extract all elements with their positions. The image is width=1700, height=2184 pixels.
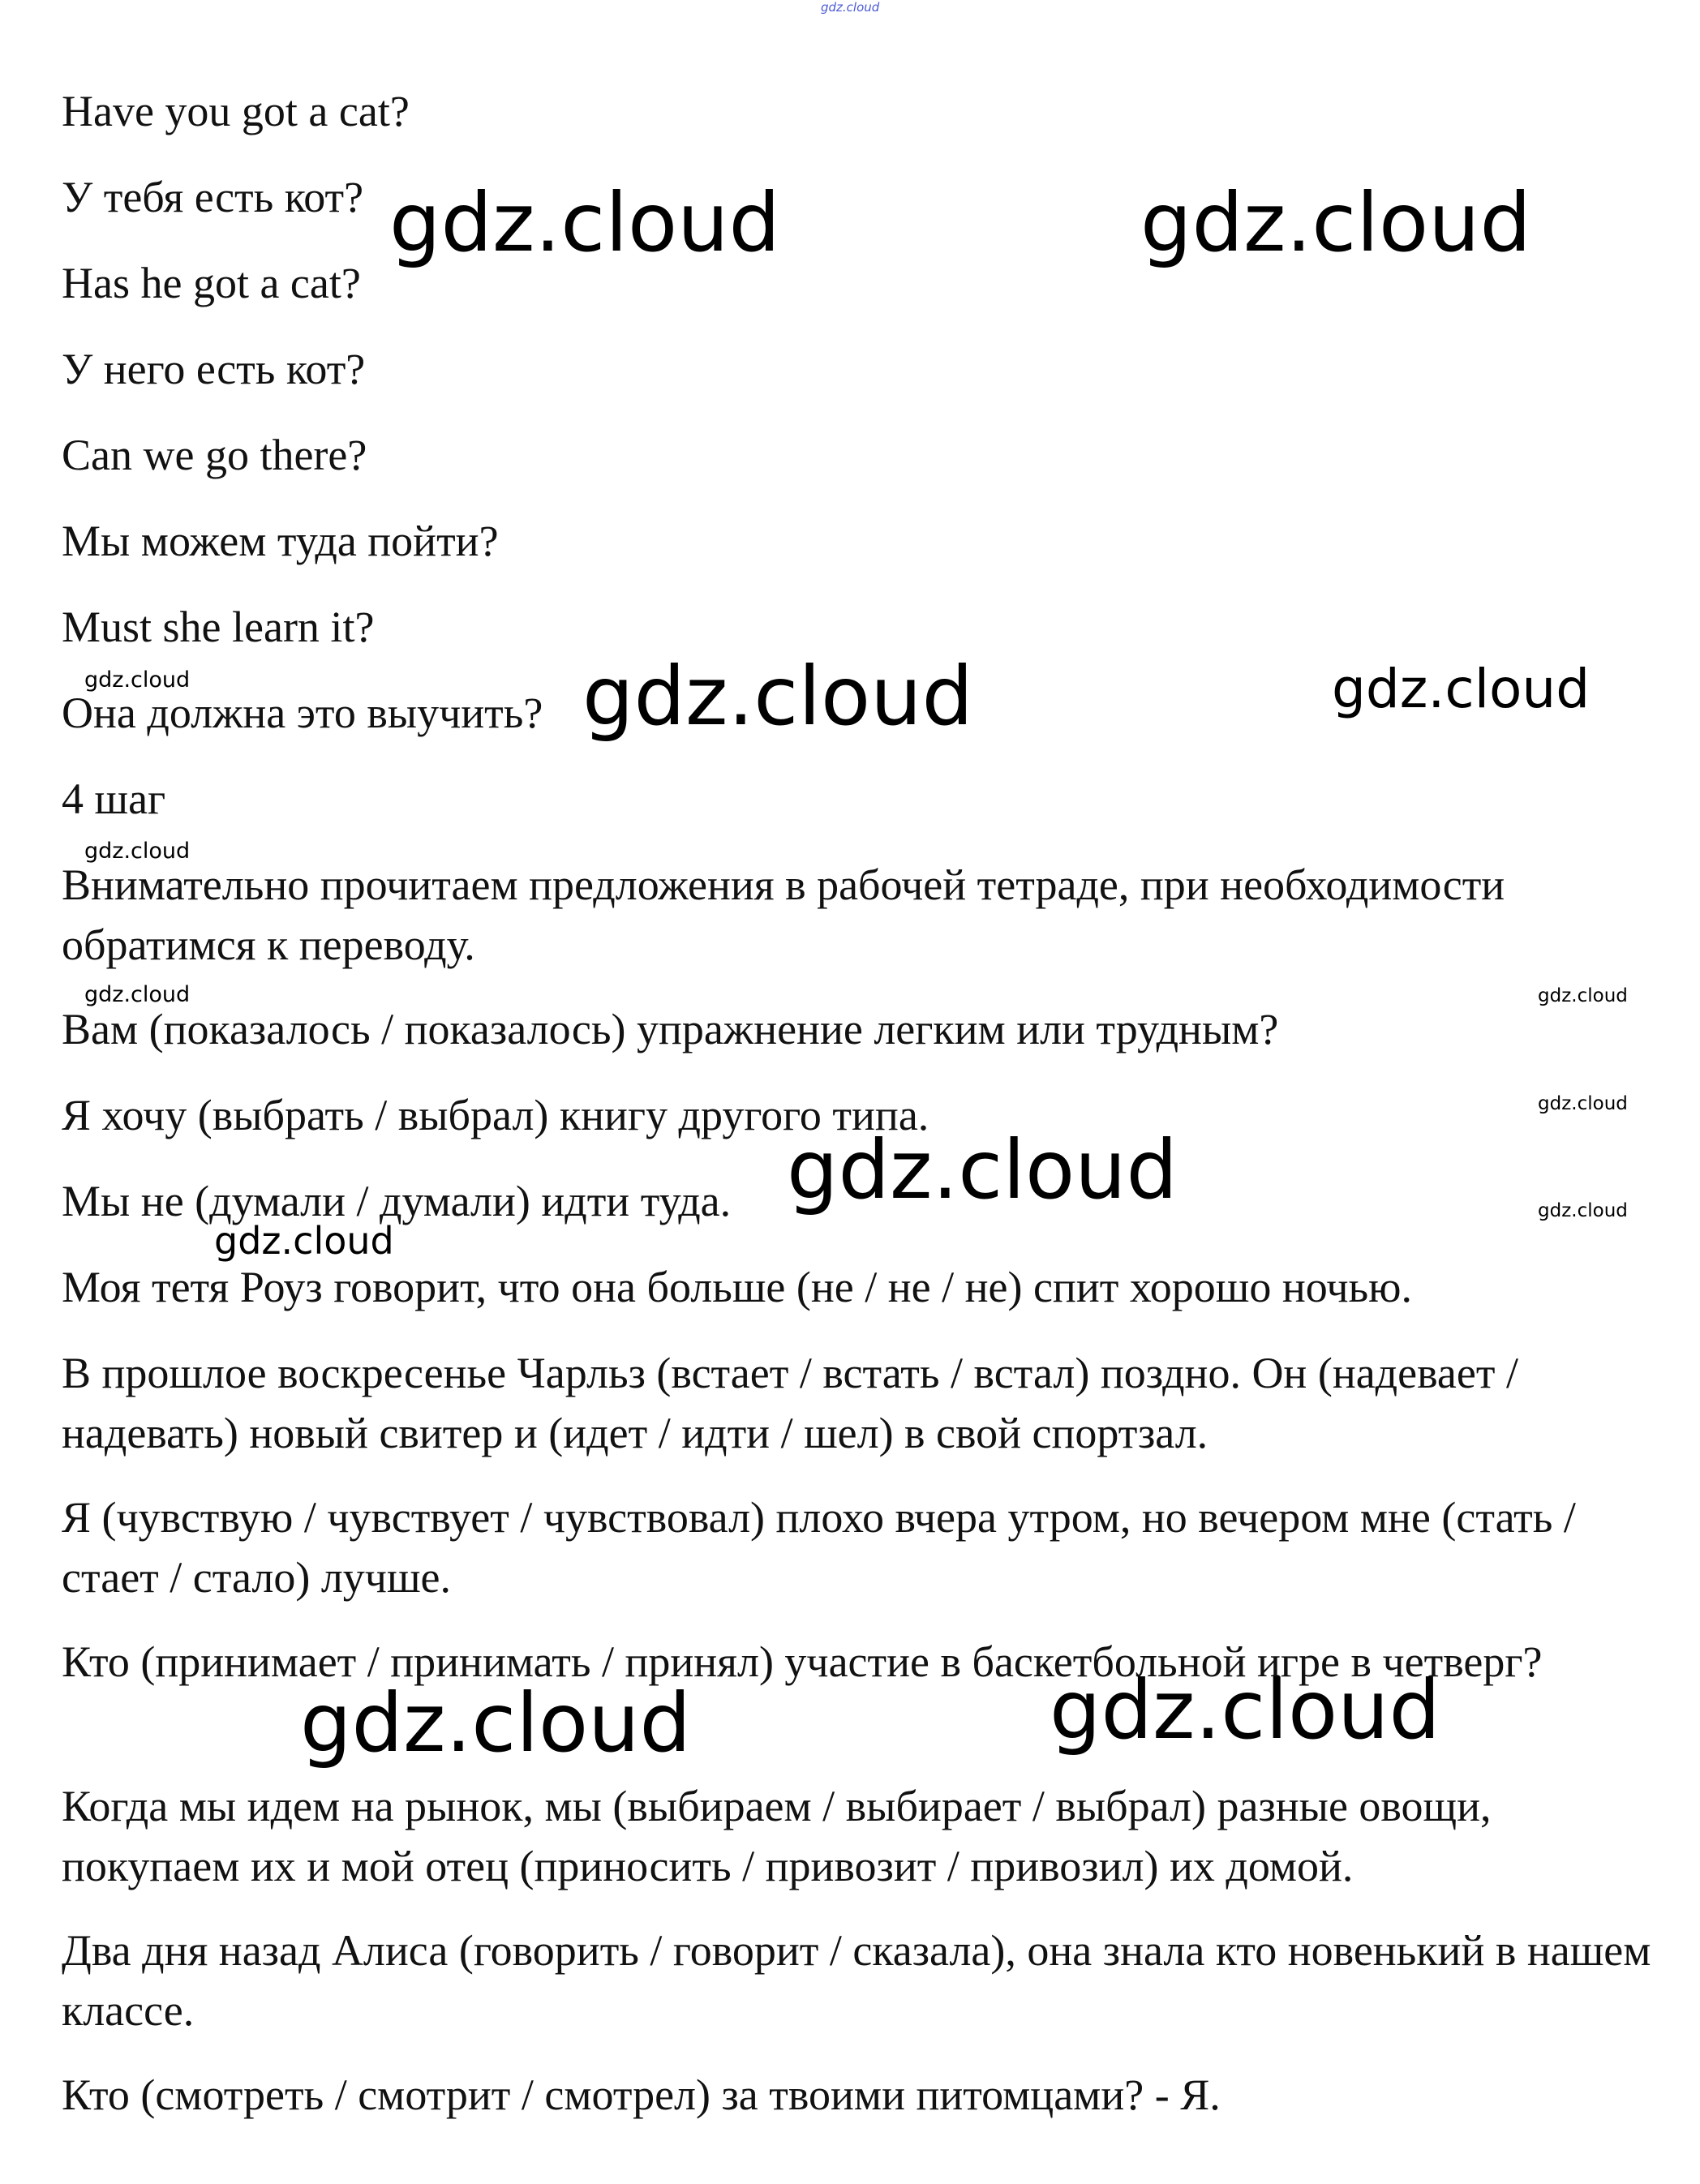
text-line: Мы можем туда пойти? — [62, 517, 499, 565]
text-paragraph: Кто (принимает / принимать / принял) участие в баскетбольной игре в четверг? — [62, 1637, 1543, 1686]
text-line: Has he got a cat? — [62, 259, 361, 307]
watermark: gdz.cloud — [1538, 985, 1628, 1006]
instruction-paragraph: Внимательно прочитаем предложения в рабочей тетраде, при необходимости обратимся к переводу. — [62, 860, 1505, 969]
text-line: Мы не (думали / думали) идти туда. — [62, 1177, 732, 1225]
watermark: gdz.cloud — [389, 175, 781, 270]
text-line: Вам (показалось / показалось) упражнение легким или трудным? — [62, 1005, 1279, 1053]
step-heading: 4 шаг — [62, 774, 166, 823]
text-paragraph: Я (чувствую / чувствует / чувствовал) плохо вчера утром, но вечером мне (стать / стает / стало) лучше. — [62, 1493, 1576, 1602]
text-paragraph: Два дня назад Алиса (говорить / говорит / сказала), она знала кто новенький в нашем классе. — [62, 1926, 1651, 2035]
text-line: Моя тетя Роуз говорит, что она больше (не / не / не) спит хорошо ночью. — [62, 1263, 1412, 1311]
text-paragraph: Когда мы идем на рынок, мы (выбираем / выбирает / выбрал) разные овощи, покупаем их и мой отец (приносить / привозит / привозил) их домой. — [62, 1782, 1492, 1890]
text-line: Она должна это выучить? — [62, 689, 543, 737]
text-line: У него есть кот? — [62, 345, 366, 393]
watermark: gdz.cloud — [1050, 1663, 1441, 1757]
watermark: gdz.cloud — [214, 1219, 394, 1263]
watermark: gdz.cloud — [1140, 175, 1532, 270]
watermark: gdz.cloud — [1538, 1093, 1628, 1114]
watermark: gdz.cloud — [1332, 658, 1591, 720]
watermark: gdz.cloud — [582, 649, 974, 744]
text-line: Have you got a cat? — [62, 87, 410, 135]
watermark: gdz.cloud — [84, 667, 191, 693]
watermark: gdz.cloud — [300, 1676, 692, 1770]
text-line: Can we go there? — [62, 431, 367, 479]
watermark: gdz.cloud — [1538, 1200, 1628, 1221]
text-line: У тебя есть кот? — [62, 173, 364, 221]
text-line: Я хочу (выбрать / выбрал) книгу другого типа. — [62, 1091, 929, 1139]
watermark: gdz.cloud — [84, 982, 191, 1007]
watermark: gdz.cloud — [821, 0, 880, 15]
text-line: Must she learn it? — [62, 603, 375, 651]
watermark: gdz.cloud — [787, 1122, 1178, 1217]
text-paragraph: В прошлое воскресенье Чарльз (встает / встать / встал) поздно. Он (надевает / надевать) новый свитер и (идет / идти / шел) в свой спортзал. — [62, 1349, 1518, 1457]
watermark: gdz.cloud — [84, 839, 191, 864]
text-line: Кто (смотреть / смотрит / смотрел) за твоими питомцами? - Я. — [62, 2070, 1221, 2119]
